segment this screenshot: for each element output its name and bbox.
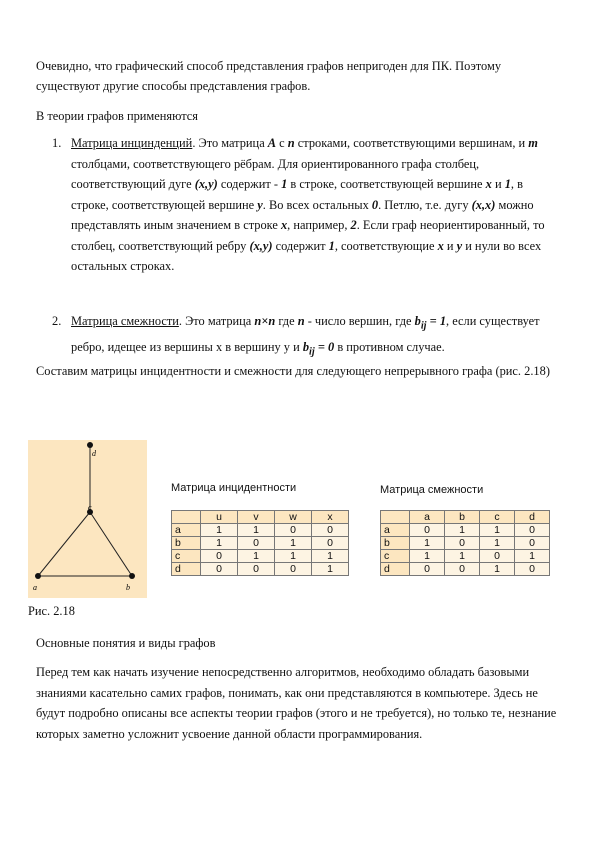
- table-cell: 1: [445, 550, 480, 563]
- table-cell: 0: [515, 563, 550, 576]
- figure-caption: Рис. 2.18: [28, 604, 75, 618]
- table-cell: 0: [410, 524, 445, 537]
- table-cell: 1: [515, 550, 550, 563]
- table-cell: 0: [275, 524, 312, 537]
- table-cell: 1: [312, 563, 349, 576]
- table-cell: 1: [480, 563, 515, 576]
- column-header: [381, 511, 410, 524]
- edge-w: [90, 512, 132, 576]
- column-header: d: [515, 511, 550, 524]
- incidence-title: Матрица инцидентности: [171, 482, 297, 494]
- table-cell: 0: [238, 563, 275, 576]
- table-row: [381, 550, 550, 563]
- graph-figure: [28, 440, 147, 598]
- table-cell: 1: [275, 550, 312, 563]
- column-header: b: [445, 511, 480, 524]
- column-header: x: [312, 511, 349, 524]
- table-cell: 0: [515, 524, 550, 537]
- section-heading: Основные понятия и виды графов: [36, 636, 216, 650]
- vertex-d: [87, 442, 93, 448]
- edge-v: [38, 512, 90, 576]
- term: Матрица смежности: [71, 314, 179, 328]
- label-c: c: [88, 503, 92, 512]
- table-cell: 0: [201, 563, 238, 576]
- table-cell: 0: [445, 563, 480, 576]
- header-row: [381, 511, 550, 524]
- intro-paragraph: Очевидно, что графический способ представления графов непригоден для ПК. Поэтому существуют другие способы представления графов.: [36, 59, 502, 93]
- list-item-text: Матрица инцинденций. Это матрица A с n строками, соответствующими вершинам, и m столбцами, соответствующего рёбрам. Для ориентированного графа столбец, соответствующий дуге (x,y) содержит - 1 в строке, соответствующей вершине x и 1, в строке, соответствующей вершине y. Во всех остальных 0. Петлю, т.е. дугу (x,x) можно представлять иным значением в строке x, например, 2. Если граф неориентированный, то столбец, соответствующий ребру (x,y) содержит 1, соответствующие x и y и нули во всех остальных строках.: [71, 136, 545, 273]
- row-header: d: [381, 563, 410, 576]
- row-header: c: [381, 550, 410, 563]
- incidence-matrix: [171, 510, 349, 576]
- column-header: v: [238, 511, 275, 524]
- column-header: [172, 511, 201, 524]
- list-intro: В теории графов применяются: [36, 109, 198, 123]
- label-a: a: [33, 583, 37, 592]
- label-d: d: [92, 449, 96, 458]
- table-row: [172, 524, 349, 537]
- table-cell: 1: [445, 524, 480, 537]
- table-cell: 0: [201, 550, 238, 563]
- vertex-a: [35, 573, 41, 579]
- table-row: [381, 524, 550, 537]
- table-cell: 1: [238, 524, 275, 537]
- table-row: [381, 537, 550, 550]
- table-cell: 0: [238, 537, 275, 550]
- table-cell: 0: [410, 563, 445, 576]
- adjacency-title: Матрица смежности: [380, 484, 484, 496]
- label-b: b: [126, 583, 130, 592]
- table-row: [172, 550, 349, 563]
- column-header: u: [201, 511, 238, 524]
- table-row: [172, 537, 349, 550]
- list-number: 2.: [52, 314, 62, 328]
- table-cell: 1: [410, 550, 445, 563]
- table-cell: 0: [312, 537, 349, 550]
- table-cell: 0: [312, 524, 349, 537]
- list-item-incidence: [52, 133, 562, 277]
- table-cell: 0: [480, 550, 515, 563]
- adjacency-matrix: [380, 510, 550, 576]
- list-number: 1.: [52, 136, 62, 150]
- table-cell: 1: [238, 550, 275, 563]
- column-header: c: [480, 511, 515, 524]
- term: Матрица инцинденций: [71, 136, 193, 150]
- tables-intro: Составим матрицы инцидентности и смежности для следующего непрерывного графа (рис. 2.18): [36, 364, 550, 378]
- row-header: d: [172, 563, 201, 576]
- row-header: a: [172, 524, 201, 537]
- list-item-text: Матрица смежности. Это матрица n×n где n - число вершин, где $b_{ij} = 1$, если существует ребро, идещее из вершины x в вершину y и $b_{ij} = 0$ в противном случае.: [71, 314, 540, 358]
- table-row: [381, 563, 550, 576]
- table-cell: 1: [312, 550, 349, 563]
- column-header: w: [275, 511, 312, 524]
- row-header: b: [172, 537, 201, 550]
- body-paragraph: Перед тем как начать изучение непосредственно алгоритмов, необходимо обладать базовыми знаниями касательно самих графов, понимать, как они представляются в компьютере. Здесь не будут подробно описаны все аспекты теории графов (этого и не требуется), но только те, незнание которых заметно усложнит усвоение данной области программирования.: [36, 665, 557, 741]
- row-header: b: [381, 537, 410, 550]
- row-header: c: [172, 550, 201, 563]
- table-cell: 0: [515, 537, 550, 550]
- column-header: a: [410, 511, 445, 524]
- table-cell: 1: [201, 524, 238, 537]
- table-row: [172, 563, 349, 576]
- vertex-b: [129, 573, 135, 579]
- table-cell: 0: [275, 563, 312, 576]
- list-item-adjacency: [52, 311, 562, 363]
- table-cell: 1: [480, 524, 515, 537]
- graph-diagram: [28, 440, 147, 598]
- row-header: a: [381, 524, 410, 537]
- header-row: [172, 511, 349, 524]
- table-cell: 1: [201, 537, 238, 550]
- table-cell: 1: [410, 537, 445, 550]
- table-cell: 1: [275, 537, 312, 550]
- table-cell: 0: [445, 537, 480, 550]
- table-cell: 1: [480, 537, 515, 550]
